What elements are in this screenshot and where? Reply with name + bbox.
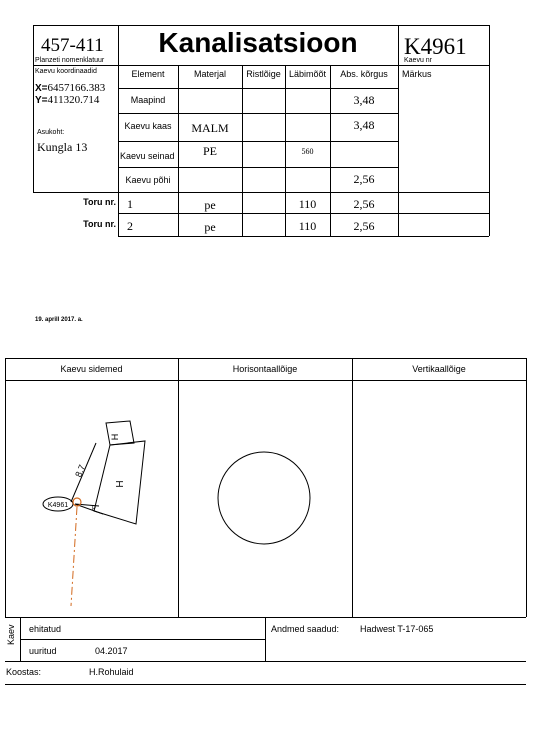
pipe-number: 1 bbox=[127, 197, 133, 211]
column-header: Element bbox=[131, 69, 165, 79]
column-header: Abs. kõrgus bbox=[340, 69, 388, 79]
page-title: Kanalisatsioon bbox=[158, 27, 358, 58]
data-source-label: Andmed saadud: bbox=[271, 624, 340, 634]
built-label: ehitatud bbox=[29, 624, 62, 634]
table-cell-abs: 3,48 bbox=[353, 93, 375, 107]
drawing-title: Kaevu sidemed bbox=[60, 364, 123, 374]
border-line bbox=[118, 167, 398, 168]
location-caption: Asukoht: bbox=[37, 129, 65, 136]
border-line bbox=[118, 141, 398, 142]
horizontal-section-drawing bbox=[178, 380, 352, 617]
border-line bbox=[118, 113, 398, 114]
pipe-material: pe bbox=[204, 198, 216, 212]
pipe-material: pe bbox=[204, 220, 216, 234]
border-line bbox=[118, 236, 489, 237]
well-cross-section-circle bbox=[218, 452, 310, 544]
x-coordinate bbox=[35, 82, 105, 94]
drawing-title: Horisontaallõige bbox=[232, 364, 298, 374]
building-label: H bbox=[110, 433, 120, 441]
pipe-abs: 2,56 bbox=[353, 219, 375, 233]
pipe-diameter: 110 bbox=[298, 197, 317, 211]
pipe-abs: 2,56 bbox=[353, 197, 375, 211]
border-line bbox=[398, 25, 399, 236]
pipe-diameter: 110 bbox=[298, 219, 317, 233]
drawing-title: Vertikaallõige bbox=[412, 364, 466, 374]
border-line bbox=[5, 661, 526, 662]
y-value: 411320.714 bbox=[47, 94, 100, 106]
y-coordinate bbox=[35, 94, 99, 106]
border-line bbox=[20, 639, 265, 640]
column-header: Materjal bbox=[193, 69, 226, 79]
border-line bbox=[5, 684, 526, 685]
border-line bbox=[526, 358, 527, 617]
side-label: Kaev bbox=[6, 624, 16, 645]
table-cell-element: Kaevu kaas bbox=[124, 121, 172, 131]
table-cell-material: MALM bbox=[191, 121, 229, 135]
measured-value: 04.2017 bbox=[95, 646, 128, 656]
table-cell-element: Kaevu seinad bbox=[120, 151, 175, 161]
pipe-marker-label: P bbox=[92, 506, 97, 512]
table-cell-material: PE bbox=[202, 144, 217, 158]
planzet-caption: Planzeti nomenklatuur bbox=[35, 57, 105, 64]
border-line bbox=[118, 213, 489, 214]
well-number-caption: Kaevu nr bbox=[404, 57, 433, 64]
border-line bbox=[33, 65, 489, 66]
data-source-value: Hadwest T-17-065 bbox=[360, 624, 434, 634]
author-label: Koostas: bbox=[6, 667, 42, 677]
table-cell-abs: 2,56 bbox=[353, 172, 375, 186]
border-line bbox=[33, 192, 489, 193]
well-number: K4961 bbox=[404, 34, 467, 59]
distance-label: 8.7 bbox=[73, 463, 88, 479]
column-header: Ristlõige bbox=[246, 69, 281, 79]
column-header: Läbimõõt bbox=[288, 69, 327, 79]
measured-label: uuritud bbox=[29, 646, 57, 656]
document-date: 19. aprill 2017. a. bbox=[35, 317, 83, 323]
x-label: X= bbox=[35, 83, 48, 94]
table-cell-element: Kaevu põhi bbox=[125, 175, 171, 185]
table-cell-diameter: 560 bbox=[301, 147, 314, 156]
column-header: Märkus bbox=[402, 69, 432, 79]
border-line bbox=[265, 617, 266, 661]
y-label: Y= bbox=[35, 95, 48, 106]
location-value: Kungla 13 bbox=[37, 140, 88, 154]
author-value: H.Rohulaid bbox=[89, 667, 134, 677]
border-line bbox=[5, 358, 526, 359]
border-line bbox=[489, 25, 490, 236]
sewer-pipe-line bbox=[71, 507, 77, 606]
border-line bbox=[33, 25, 34, 192]
x-value: 6457166.383 bbox=[47, 82, 106, 94]
pipe-label: Toru nr. bbox=[83, 197, 116, 207]
pipe-label: Toru nr. bbox=[83, 219, 116, 229]
pipe-number: 2 bbox=[127, 219, 133, 233]
border-line bbox=[242, 65, 243, 236]
border-line bbox=[33, 25, 489, 26]
planzet-number: 457-411 bbox=[41, 35, 104, 56]
building-label: H bbox=[115, 480, 126, 488]
well-label: K4961 bbox=[47, 502, 69, 509]
border-line bbox=[352, 358, 353, 617]
table-cell-abs: 3,48 bbox=[353, 118, 375, 132]
border-line bbox=[118, 88, 398, 89]
well-plan-sketch bbox=[5, 380, 178, 617]
coords-caption: Kaevu koordinaadid bbox=[35, 68, 97, 75]
table-cell-element: Maapind bbox=[130, 95, 166, 105]
building-small bbox=[106, 421, 134, 445]
